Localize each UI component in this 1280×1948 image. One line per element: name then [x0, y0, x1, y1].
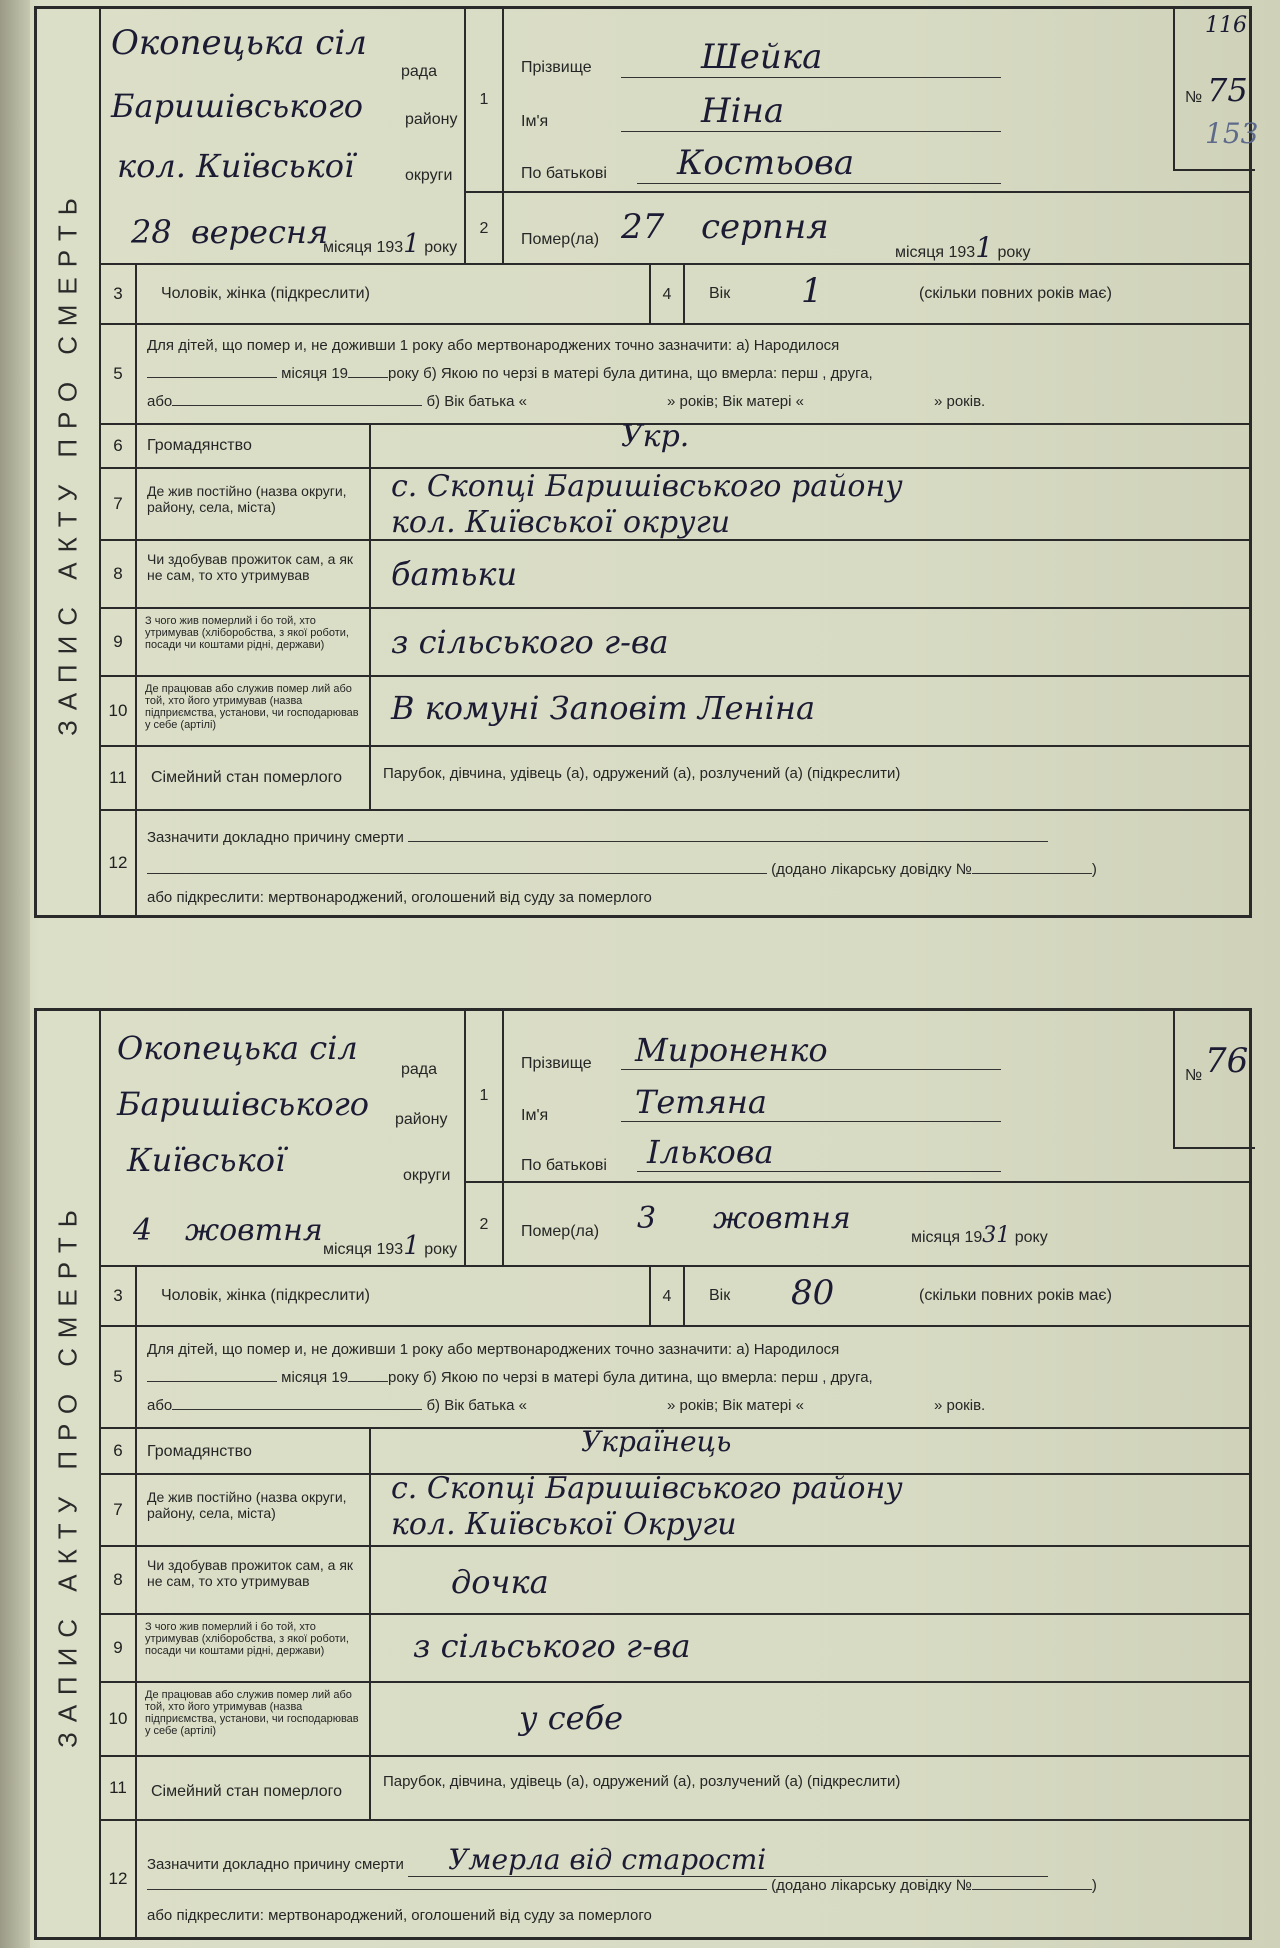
- surname-value: Мироненко: [621, 1031, 1001, 1070]
- surname-label: Прізвище: [521, 59, 592, 76]
- died-year-digit: 31: [982, 1223, 1011, 1248]
- no-label: №: [1185, 1067, 1203, 1084]
- row-children: 5 Для дітей, що помер и, не доживши 1 року або мертвонароджених точно зазначити: а) Народилося місяця 19 року б) Якою по черзі в матері була дитина, що вмерла: перш , друга, або б) Вік батька « » років; Вік матері « » років.: [101, 1327, 1249, 1429]
- gender-label: Чоловік, жінка (підкреслити): [161, 1287, 370, 1304]
- row-registration: Окопецька сіл рада Баришівського району кол. Київської округи 28 вересня місяця 1931 року 1 2 Прізвище Шейка Ім'я Ніна По батькові Костьова Помер(ла) 27 серпня місяця 1931 року 116 № 75 153: [101, 9, 1249, 265]
- sheet-number: 116: [1205, 13, 1247, 38]
- patronymic-value: Костьова: [637, 143, 1001, 184]
- certificate-label: (додано лікарську довідку №: [771, 861, 972, 878]
- name-value: Ніна: [621, 91, 1001, 132]
- died-day: 3: [637, 1201, 657, 1236]
- record-number: 75: [1207, 71, 1248, 109]
- row-registration: Окопецька сіл рада Баришівського району Київської округи 4 жовтня місяця 1931 року 1 2 Прізвище Мироненко Ім'я Тетяна По батькові Ількова Помер(ла) 3 жовтня місяця 1931 року № 76: [101, 1011, 1249, 1267]
- row-cause: 12 Зазначити докладно причину смерти Умерла від старості (додано лікарську довідку № ) або підкреслити: мертвонароджений, оголошений від суду за померлого: [101, 1821, 1249, 1937]
- row-citizenship: 6 Громадянство Укр.: [101, 425, 1249, 469]
- residence-line-2: кол. Київської округи: [391, 505, 731, 540]
- month-label: місяця: [323, 239, 373, 256]
- name-label: Ім'я: [521, 113, 549, 130]
- raion-label: району: [395, 1111, 448, 1128]
- income-label: З чого жив померлий і бо той, хто утримував (хліборобства, з якої роботи, посади чи коштами рідні, держави): [145, 615, 349, 651]
- rada-label: рада: [401, 63, 438, 80]
- death-record-76: [34, 1008, 1252, 1940]
- rada-label: рада: [401, 1061, 438, 1078]
- row-number-1: 1: [466, 9, 504, 193]
- row-citizenship: 6 Громадянство Українець: [101, 1429, 1249, 1475]
- row-work: 10 Де працював або служив помер лий або той, хто його утримував (назва підприємства, установи, чи господарював у себе (артілі) у себе: [101, 1683, 1249, 1757]
- age-value: 80: [791, 1273, 835, 1313]
- row-gender-age: 3 Чоловік, жінка (підкреслити) 4 Вік 80 (скільки повних років має): [101, 1267, 1249, 1327]
- marital-options: Парубок, дівчина, удівець (а), одружений (а), розлучений (а) (підкреслити): [383, 765, 901, 782]
- row-marital: 11 Сімейний стан померлого Парубок, дівчина, удівець (а), одружений (а), розлучений (а) (підкреслити): [101, 1757, 1249, 1821]
- died-month: серпня: [701, 207, 829, 247]
- died-month: жовтня: [713, 1201, 851, 1236]
- work-label: Де працював або служив помер лий або той, хто його утримував (назва підприємства, установи, чи господарював у себе (артілі): [145, 683, 359, 731]
- work-value: В комуні Заповіт Леніна: [391, 689, 816, 727]
- okruha-label: округи: [405, 167, 453, 184]
- reg-year-digit: 1: [403, 229, 420, 259]
- age-suffix: (скільки повних років має): [919, 1287, 1112, 1304]
- row-marital: 11 Сімейний стан померлого Парубок, дівчина, удівець (а), одружений (а), розлучений (а) (підкреслити): [101, 747, 1249, 811]
- patronymic-label: По батькові: [521, 1157, 607, 1174]
- record-side-title: ЗАПИС АКТУ ПРО СМЕРТЬ: [37, 9, 101, 915]
- surname-value: Шейка: [621, 37, 1001, 78]
- reg-month: вересня: [191, 213, 329, 251]
- patronymic-label: По батькові: [521, 165, 607, 182]
- year-label: року: [424, 239, 458, 256]
- surname-label: Прізвище: [521, 1055, 592, 1072]
- age-label: Вік: [709, 1287, 731, 1304]
- children-line-1: Для дітей, що помер и, не доживши 1 року або мертвонароджених точно зазначити: а) Народилося: [147, 337, 840, 354]
- name-value: Тетяна: [621, 1083, 1001, 1122]
- income-value: з сільського г-ва: [413, 1627, 691, 1665]
- raion-value: Баришівського: [111, 87, 364, 125]
- row-number-2: 2: [466, 193, 504, 265]
- died-label: Помер(ла): [521, 1223, 600, 1240]
- row-work: 10 Де працював або служив помер лий або той, хто його утримував (назва підприємства, установи, чи господарював у себе (артілі) В комуні Заповіт Леніна: [101, 677, 1249, 747]
- income-value: з сільського г-ва: [391, 623, 669, 661]
- name-label: Ім'я: [521, 1107, 549, 1124]
- book-binding: [0, 0, 30, 1948]
- rada-value: Окопецька сіл: [117, 1029, 358, 1067]
- no-label: №: [1185, 89, 1203, 106]
- raion-label: району: [405, 111, 458, 128]
- row-livelihood: 8 Чи здобував прожиток сам, а як не сам, то хто утримував батьки: [101, 541, 1249, 609]
- citizenship-label: Громадянство: [147, 437, 252, 454]
- row-gender-age: 3 Чоловік, жінка (підкреслити) 4 Вік 1 (скільки повних років має): [101, 265, 1249, 325]
- children-line-2b: року б) Якою по черзі в матері була дитина, що вмерла: перш , друга,: [388, 365, 873, 382]
- okruha-value: Київської: [127, 1141, 286, 1179]
- residence-line-2: кол. Київської Округи: [391, 1507, 737, 1542]
- cause-value: Умерла від старості: [408, 1843, 1048, 1877]
- reg-year-digit: 1: [403, 1231, 420, 1261]
- residence-label: Де жив постійно (назва округи, району, села, міста): [147, 483, 347, 515]
- raion-value: Баришівського: [117, 1085, 370, 1123]
- died-label: Помер(ла): [521, 231, 600, 248]
- row-children: 5 Для дітей, що помер и, не доживши 1 року або мертвонароджених точно зазначити: а) Народилося місяця 19 року б) Якою по черзі в матері була дитина, що вмерла: перш , друга, або б) Вік батька « » років; Вік матері « » років.: [101, 325, 1249, 425]
- okruha-value: кол. Київської: [117, 147, 355, 185]
- row-income: 9 З чого жив померлий і бо той, хто утримував (хліборобства, з якої роботи, посади чи коштами рідні, держави) з сільського г-ва: [101, 609, 1249, 677]
- cause-label: Зазначити докладно причину смерти: [147, 829, 404, 846]
- citizenship-value: Укр.: [621, 419, 690, 454]
- reg-month: жовтня: [185, 1213, 323, 1248]
- citizenship-value: Українець: [581, 1425, 732, 1458]
- record-number-box: [1173, 1011, 1255, 1149]
- reg-day: 4: [133, 1213, 153, 1248]
- livelihood-label: Чи здобував прожиток сам, а як не сам, то хто утримував: [147, 551, 354, 583]
- row-livelihood: 8 Чи здобував прожиток сам, а як не сам, то хто утримував дочка: [101, 1547, 1249, 1615]
- reg-day: 28: [131, 213, 172, 251]
- stillborn-label: або підкреслити: мертвонароджений, оголошений від суду за померлого: [147, 889, 652, 906]
- register-stamp: 153: [1205, 117, 1259, 150]
- rada-value: Окопецька сіл: [111, 23, 367, 63]
- row-cause: 12 Зазначити докладно причину смерти (додано лікарську довідку № ) або підкреслити: мертвонароджений, оголошений від суду за померлого: [101, 811, 1249, 915]
- record-number: 76: [1205, 1041, 1249, 1081]
- residence-line-1: с. Скопці Баришівського району: [391, 1471, 903, 1506]
- okruha-label: округи: [403, 1167, 451, 1184]
- work-value: у себе: [519, 1699, 624, 1737]
- residence-line-1: с. Скопці Баришівського району: [391, 469, 903, 504]
- cause-value: [408, 841, 1048, 842]
- died-day: 27: [621, 207, 665, 247]
- record-side-title: ЗАПИС АКТУ ПРО СМЕРТЬ: [37, 1011, 101, 1937]
- death-record-75: [34, 6, 1259, 918]
- record-number-box: [1173, 9, 1259, 171]
- age-value: 1: [801, 271, 823, 311]
- age-label: Вік: [709, 285, 731, 302]
- row-residence: 7 Де жив постійно (назва округи, району, села, міста) с. Скопці Баришівського району кол. Київської Округи: [101, 1475, 1249, 1547]
- row-income: 9 З чого жив померлий і бо той, хто утримував (хліборобства, з якої роботи, посади чи коштами рідні, держави) з сільського г-ва: [101, 1615, 1249, 1683]
- citizenship-label: Громадянство: [147, 1443, 252, 1460]
- patronymic-value: Ількова: [637, 1133, 1001, 1172]
- children-line-2: місяця 19: [281, 365, 349, 382]
- livelihood-value: дочка: [451, 1563, 549, 1601]
- livelihood-value: батьки: [391, 555, 518, 593]
- died-year-digit: 1: [975, 231, 994, 264]
- gender-label: Чоловік, жінка (підкреслити): [161, 285, 370, 302]
- marital-label: Сімейний стан померлого: [151, 769, 343, 786]
- age-suffix: (скільки повних років має): [919, 285, 1112, 302]
- row-residence: 7 Де жив постійно (назва округи, району, села, міста) с. Скопці Баришівського району кол. Київської округи: [101, 469, 1249, 541]
